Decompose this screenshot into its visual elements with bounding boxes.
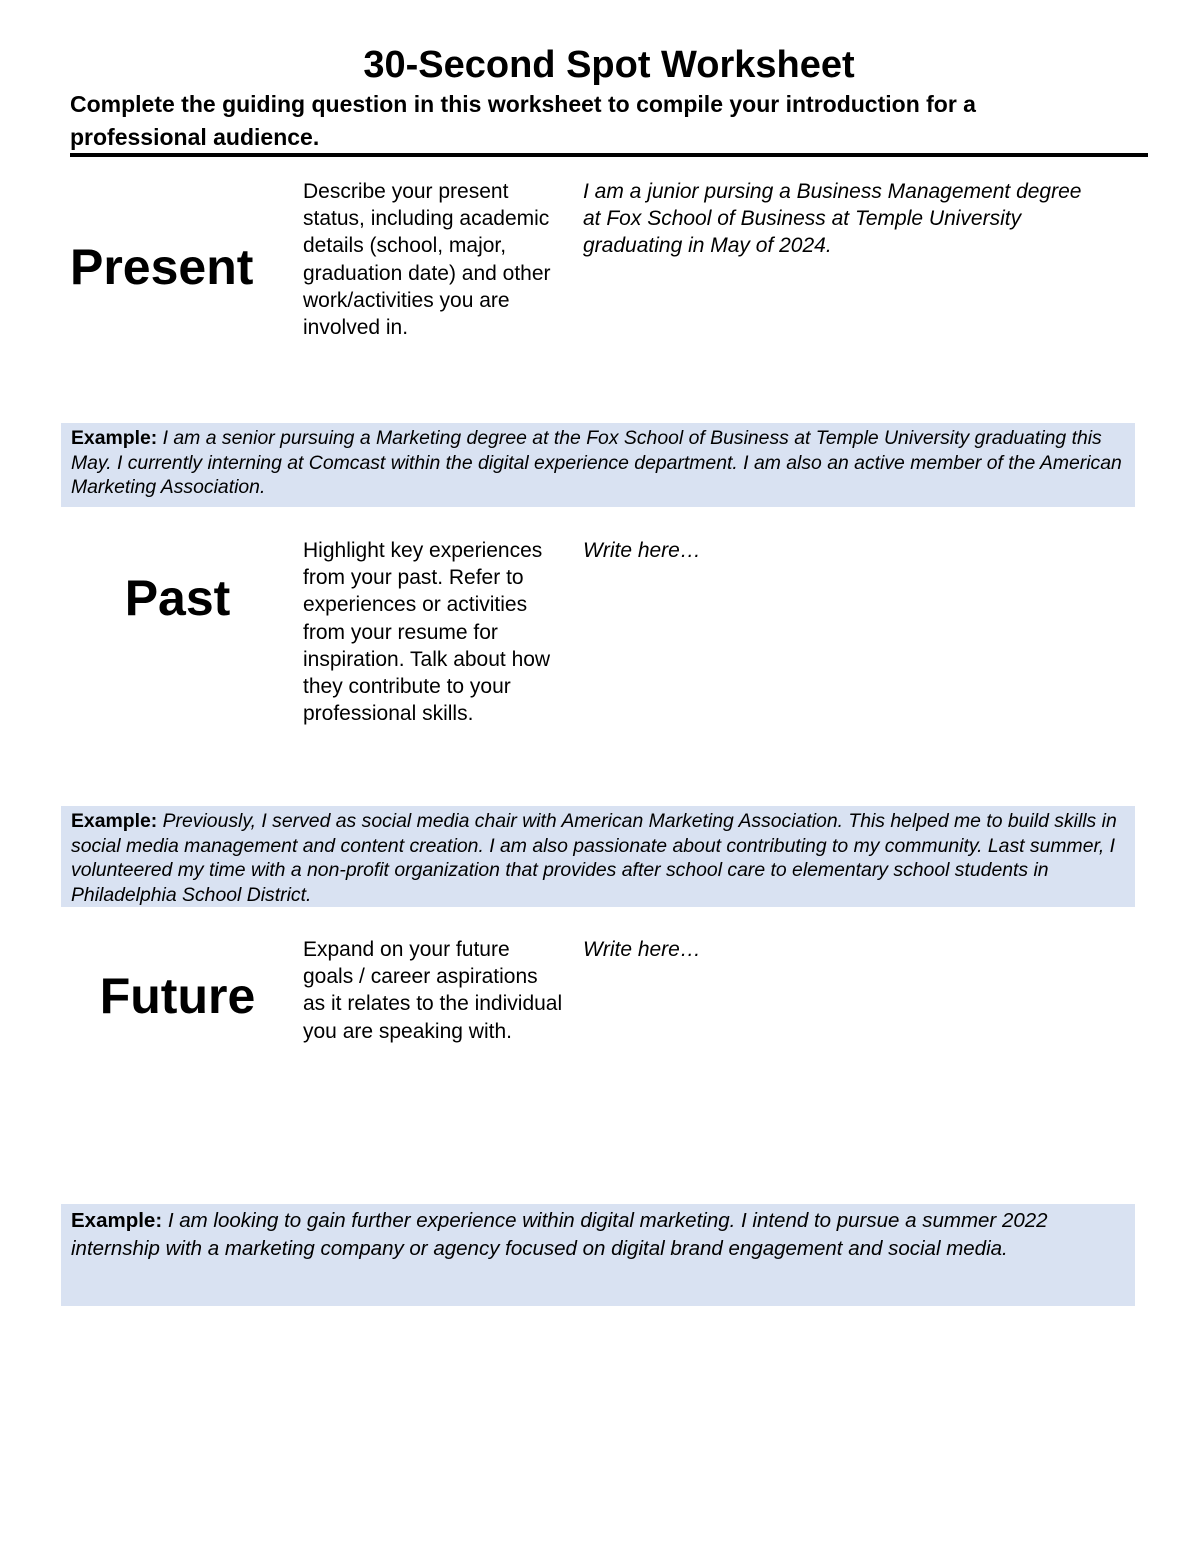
section-heading-present: Present xyxy=(70,239,254,295)
example-text-past: Previously, I served as social media chair with American Marketing Association. This helped me to build skills in social media management and content creation. I am also passionate about contributing to my community. Last summer, I volunteered my time with a non-profit organization that provides after school care to elementary school students in Philadelphia School District. xyxy=(71,810,1117,906)
example-text-present: I am a senior pursuing a Marketing degree at the Fox School of Business at Temple University graduating this May. I currently interning at Comcast within the digital experience department. I am also an active member of the American Marketing Association. xyxy=(71,427,1122,499)
answer-past[interactable]: Write here… xyxy=(583,539,701,562)
answer-present[interactable]: I am a junior pursing a Business Management degree at Fox School of Business at Temple University graduating in May of 2024. xyxy=(583,180,1082,257)
header-divider xyxy=(70,153,1148,157)
prompt-present: Describe your present status, including academic details (school, major, graduation date) and other work/activities you are involved in. xyxy=(303,180,551,340)
example-box-future xyxy=(61,1204,1135,1306)
example-label: Example: xyxy=(71,427,158,449)
example-box-present xyxy=(61,423,1135,507)
page-subtitle: Complete the guiding question in this worksheet to compile your introduction for a professional audience. xyxy=(70,91,976,150)
example-text-future: I am looking to gain further experience within digital marketing. I intend to pursue a summer 2022 internship with a marketing company or agency focused on digital brand engagement and social media. xyxy=(71,1209,1048,1260)
example-label: Example: xyxy=(71,810,158,832)
example-box-past xyxy=(61,806,1135,907)
page-title: 30-Second Spot Worksheet xyxy=(363,44,855,86)
prompt-past: Highlight key experiences from your past. Refer to experiences or activities from your resume for inspiration. Talk about how they contribute to your professional skills. xyxy=(303,539,551,726)
prompt-future: Expand on your future goals / career aspirations as it relates to the individual you are speaking with. xyxy=(303,938,563,1043)
section-heading-past: Past xyxy=(124,570,231,626)
example-label: Example: xyxy=(71,1209,163,1232)
answer-future[interactable]: Write here… xyxy=(583,938,701,961)
section-heading-future: Future xyxy=(99,968,256,1024)
